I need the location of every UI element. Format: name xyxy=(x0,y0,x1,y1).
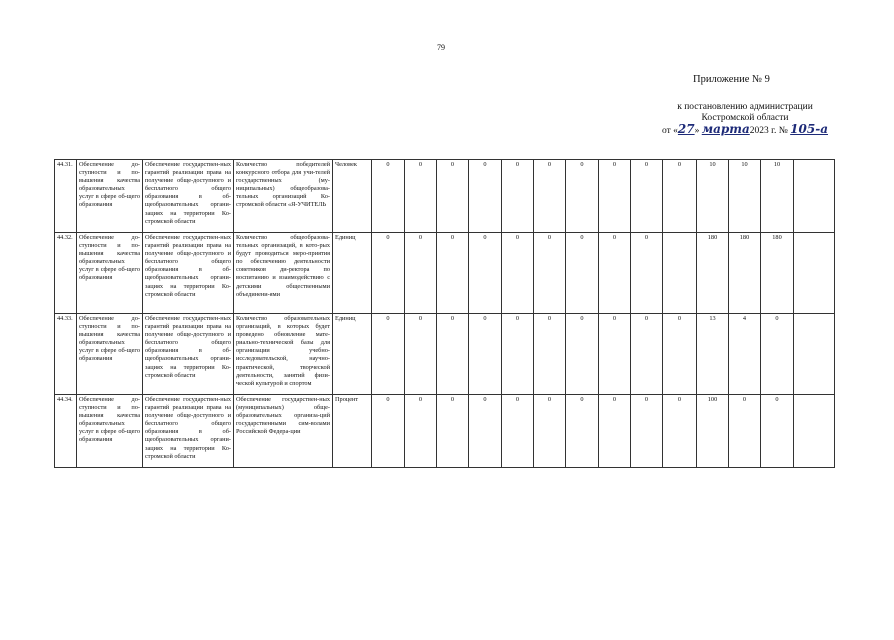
value-cell: 0 xyxy=(663,395,697,468)
value-cell: 0 xyxy=(405,160,437,233)
value-cell: 0 xyxy=(566,314,599,395)
value-cell: 0 xyxy=(502,233,534,314)
resolution-date-line xyxy=(650,124,840,137)
unit-cell: Единиц xyxy=(333,314,372,395)
value-cell: 0 xyxy=(534,160,566,233)
value-cell: 0 xyxy=(663,314,697,395)
row-number-cell: 44.32. xyxy=(55,233,77,314)
value-cell: 0 xyxy=(437,395,469,468)
value-cell: 100 xyxy=(697,395,729,468)
value-cell: 0 xyxy=(599,395,631,468)
unit-cell: Человек xyxy=(333,160,372,233)
indicators-table xyxy=(54,159,835,468)
value-cell: 0 xyxy=(566,395,599,468)
value-cell: 0 xyxy=(534,233,566,314)
row-number-cell: 44.33. xyxy=(55,314,77,395)
row-number-cell: 44.31. xyxy=(55,160,77,233)
value-cell: 0 xyxy=(729,395,761,468)
goal-cell: Обеспечение до-ступности и по-вышения качества образовательных услуг в сфере об-щего образования xyxy=(77,395,143,468)
indicator-cell: Количество общеобразова-тельных организаций, в кото-рых будут проводиться меро-приятия по обеспечению деятельности советников ди-ректора по воспитанию и взаимодействию с детскими общественными объединени-ями xyxy=(234,233,333,314)
page-number: 79 xyxy=(437,43,445,52)
value-cell: 0 xyxy=(502,314,534,395)
value-cell: 0 xyxy=(469,160,502,233)
value-cell: 10 xyxy=(761,160,794,233)
value-cell xyxy=(794,160,835,233)
goal-cell: Обеспечение до-ступности и по-вышения качества образовательных услуг в сфере об-щего образования xyxy=(77,160,143,233)
indicator-cell: Количество победителей конкурсного отбора для учи-телей государственных (му-ниципальных) общеобразова-тельных организаций Ко-стромской области «Я-УЧИТЕЛЬ xyxy=(234,160,333,233)
value-cell: 0 xyxy=(631,233,663,314)
value-cell: 13 xyxy=(697,314,729,395)
value-cell: 0 xyxy=(631,160,663,233)
value-cell: 0 xyxy=(372,314,405,395)
resolution-line-2: Костромской области xyxy=(701,113,789,123)
date-month-handwritten: марта xyxy=(701,122,750,136)
table-row xyxy=(55,314,835,395)
task-cell: Обеспечение государствен-ных гарантий реализации права на получение обще-доступного и бесплатного общего образования в об-щеобразовательных органи-зациях на территории Ко-стромской области xyxy=(143,160,234,233)
value-cell: 0 xyxy=(761,395,794,468)
value-cell: 0 xyxy=(469,314,502,395)
value-cell xyxy=(794,233,835,314)
date-mid: » xyxy=(694,126,700,136)
table-row xyxy=(55,395,835,468)
indicator-cell: Количество образовательных организаций, в которых будет проведено обновление мате-риально-технической базы для организации учебно-исследовательской, научно-практической, творческой деятельности, занятий физи-ческой культурой и спортом xyxy=(234,314,333,395)
value-cell: 0 xyxy=(502,395,534,468)
value-cell: 0 xyxy=(437,233,469,314)
value-cell: 0 xyxy=(372,233,405,314)
value-cell: 0 xyxy=(372,395,405,468)
date-day-handwritten: 27 xyxy=(677,122,695,136)
value-cell: 0 xyxy=(566,160,599,233)
table-body xyxy=(55,160,835,468)
value-cell: 0 xyxy=(599,314,631,395)
task-cell: Обеспечение государствен-ных гарантий реализации права на получение обще-доступного и бесплатного общего образования в об-щеобразовательных органи-зациях на территории Ко-стромской области xyxy=(143,314,234,395)
value-cell: 0 xyxy=(631,395,663,468)
value-cell: 10 xyxy=(729,160,761,233)
value-cell: 0 xyxy=(437,314,469,395)
value-cell: 4 xyxy=(729,314,761,395)
resolution-number-handwritten: 105-а xyxy=(790,122,828,136)
row-number-cell: 44.34. xyxy=(55,395,77,468)
value-cell: 0 xyxy=(599,233,631,314)
resolution-line-1: к постановлению администрации xyxy=(677,102,813,112)
table-row xyxy=(55,233,835,314)
value-cell: 0 xyxy=(566,233,599,314)
unit-cell: Процент xyxy=(333,395,372,468)
value-cell xyxy=(794,314,835,395)
value-cell: 0 xyxy=(761,314,794,395)
value-cell: 0 xyxy=(599,160,631,233)
goal-cell: Обеспечение до-ступности и по-вышения качества образовательных услуг в сфере об-щего образования xyxy=(77,314,143,395)
value-cell: 0 xyxy=(663,160,697,233)
goal-cell: Обеспечение до-ступности и по-вышения качества образовательных услуг в сфере об-щего образования xyxy=(77,233,143,314)
resolution-block xyxy=(650,102,840,137)
value-cell: 0 xyxy=(372,160,405,233)
table-row xyxy=(55,160,835,233)
value-cell: 0 xyxy=(631,314,663,395)
task-cell: Обеспечение государствен-ных гарантий реализации права на получение обще-доступного и бесплатного общего образования в об-щеобразовательных органи-зациях на территории Ко-стромской области xyxy=(143,233,234,314)
value-cell xyxy=(794,395,835,468)
value-cell: 0 xyxy=(405,314,437,395)
value-cell: 0 xyxy=(405,395,437,468)
unit-cell: Единиц xyxy=(333,233,372,314)
task-cell: Обеспечение государствен-ных гарантий реализации права на получение обще-доступного и бесплатного общего образования в об-щеобразовательных органи-зациях на территории Ко-стромской области xyxy=(143,395,234,468)
value-cell: 0 xyxy=(502,160,534,233)
appendix-title: Приложение № 9 xyxy=(693,74,770,85)
value-cell: 0 xyxy=(437,160,469,233)
value-cell: 0 xyxy=(534,395,566,468)
value-cell xyxy=(663,233,697,314)
value-cell: 180 xyxy=(761,233,794,314)
date-year: 2023 г. № xyxy=(749,126,788,136)
value-cell: 0 xyxy=(534,314,566,395)
date-prefix: от « xyxy=(662,126,678,136)
value-cell: 180 xyxy=(697,233,729,314)
value-cell: 180 xyxy=(729,233,761,314)
value-cell: 0 xyxy=(405,233,437,314)
indicator-cell: Обеспечение государствен-ных (муниципальных) обще-образовательных организа-ций государственными сим-волами Российской Федера-ции xyxy=(234,395,333,468)
value-cell: 0 xyxy=(469,395,502,468)
value-cell: 0 xyxy=(469,233,502,314)
value-cell: 10 xyxy=(697,160,729,233)
